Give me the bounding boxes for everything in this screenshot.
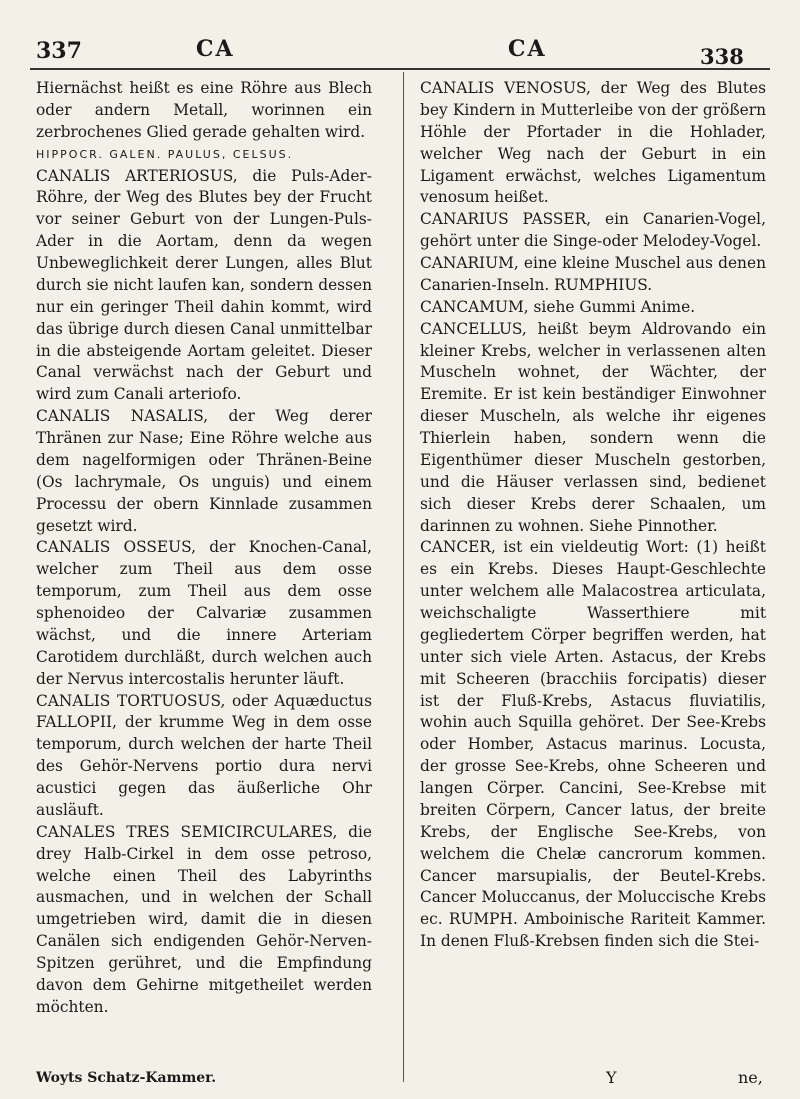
signature-mark: Y: [606, 1068, 617, 1087]
column-divider: [403, 72, 404, 1082]
entry-canalis-venosus: CANALIS VENOSUS, der Weg des Blutes bey Kindern in Mutterleibe von der größern Höhle der Pfortader in die Hohlader, welcher Weg nach der Geburt in ein Ligament erwächst, welches Ligamentum venosum heißet.: [420, 79, 766, 207]
entry-cancamum: CANCAMUM, siehe Gummi Anime.: [420, 297, 696, 316]
entry-paragraph: Hiernächst heißt es eine Röhre aus Blech oder andern Metall, worinnen ein zerbrochenes Glied gerade gehalten wird.: [36, 79, 372, 141]
header-word-right: CA: [508, 36, 547, 62]
header-word-left: CA: [196, 36, 235, 62]
entry-canalis-nasalis: CANALIS NASALIS, der Weg derer Thränen zur Nase; Eine Röhre welche aus dem nagelformigen oder Thränen-Beine (Os lachrymale, Os unguis) und einem Processu der obern Kinnlade zusammen gesetzt wird.: [36, 407, 372, 535]
right-column: [420, 78, 766, 953]
page-number-left: 337: [36, 38, 82, 64]
entry-canalis-arteriosus: CANALIS ARTERIOSUS, die Puls-Ader-Röhre, der Weg des Blutes bey der Frucht vor seiner Geburt von der Lungen-Puls-Ader in die Aortam, denn da wegen Unbeweglichkeit derer Lungen, alles Blut durch sie nicht laufen kan, sondern dessen nur ein geringer Theil dahin kommt, wird das übrige durch diesen Canal unmittelbar in die absteigende Aortam geleitet. Dieser Canal verwächst nach der Geburt und wird zum Canali arteriofo.: [36, 166, 372, 404]
running-head: [0, 38, 800, 78]
header-rule: [30, 68, 770, 70]
source-citation: HIPPOCR. GALEN. PAULUS, CELSUS.: [36, 147, 294, 161]
entry-canarium: CANARIUM, eine kleine Muschel aus denen Canarien-Inseln. RUMPHIUS.: [420, 254, 766, 294]
catchword: ne,: [738, 1068, 763, 1087]
left-column: [36, 78, 372, 1019]
entry-cancellus: CANCELLUS, heißt beym Aldrovando ein kleiner Krebs, welcher in verlassenen alten Muscheln wohnet, der Wächter, der Eremite. Er ist kein beständiger Einwohner dieser Muscheln, als welche ihr eigenes Thierlein haben, sondern wenn die Eigenthümer dieser Muscheln gestorben, und die Häuser verlassen sind, bedienet sich dieser Krebs derer Schaalen, um darinnen zu wohnen. Siehe Pinnother.: [420, 319, 766, 535]
entry-canales-semicirculares: CANALES TRES SEMICIRCULARES, die drey Halb-Cirkel in dem osse petroso, welche einen Theil des Labyrinths ausmachen, und in welchen der Schall umgetrieben wird, damit die in diesen Canälen sich endigenden Gehör-Nerven-Spitzen gerühret, und die Empfindung davon dem Gehirne mitgetheilet werden möchten.: [36, 822, 372, 1016]
entry-canalis-osseus: CANALIS OSSEUS, der Knochen-Canal, welcher zum Theil aus dem osse temporum, zum Theil aus dem osse sphenoideo der Calvariæ zusammen wächst, und die innere Arteriam Carotidem durchläßt, durch welchen auch der Nervus intercostalis herunter läuft.: [36, 538, 372, 688]
entry-cancer: CANCER, ist ein vieldeutig Wort: (1) heißt es ein Krebs. Dieses Haupt-Geschlechte unter welchem alle Malacostrea articulata, weichschaligte Wasserthiere mit gegliedertem Cörper begriffen werden, hat unter sich viele Arten. Astacus, der Krebs mit Scheeren (bracchiis forcipatis) dieser ist der Fluß-Krebs, Astacus fluviatilis, wohin auch Squilla gehöret. Der See-Krebs oder Homber, Astacus marinus. Locusta, der grosse See-Krebs, ohne Scheeren und langen Cörper. Cancini, See-Krebse mit breiten Cörpern, Cancer latus, der breite Krebs, der Englische See-Krebs, von welchem die Chelæ cancrorum kommen. Cancer marsupialis, der Beutel-Krebs. Cancer Moluccanus, der Moluccische Krebs ec. RUMPH. Amboinische Rariteit Kammer. In denen Fluß-Krebsen finden sich die Stei-: [420, 538, 766, 951]
catchline: Woyts Schatz-Kammer.: [36, 1070, 217, 1086]
page-number-right: 338: [700, 44, 744, 69]
entry-canalis-tortuosus: CANALIS TORTUOSUS, oder Aquæductus FALLOPII, der krumme Weg in dem osse temporum, durch welchen der harte Theil des Gehör-Nervens portio dura nervi acustici gegen das äußerliche Ohr ausläuft.: [36, 691, 372, 819]
entry-canarius-passer: CANARIUS PASSER, ein Canarien-Vogel, gehört unter die Singe-oder Melodey-Vogel.: [420, 210, 766, 251]
